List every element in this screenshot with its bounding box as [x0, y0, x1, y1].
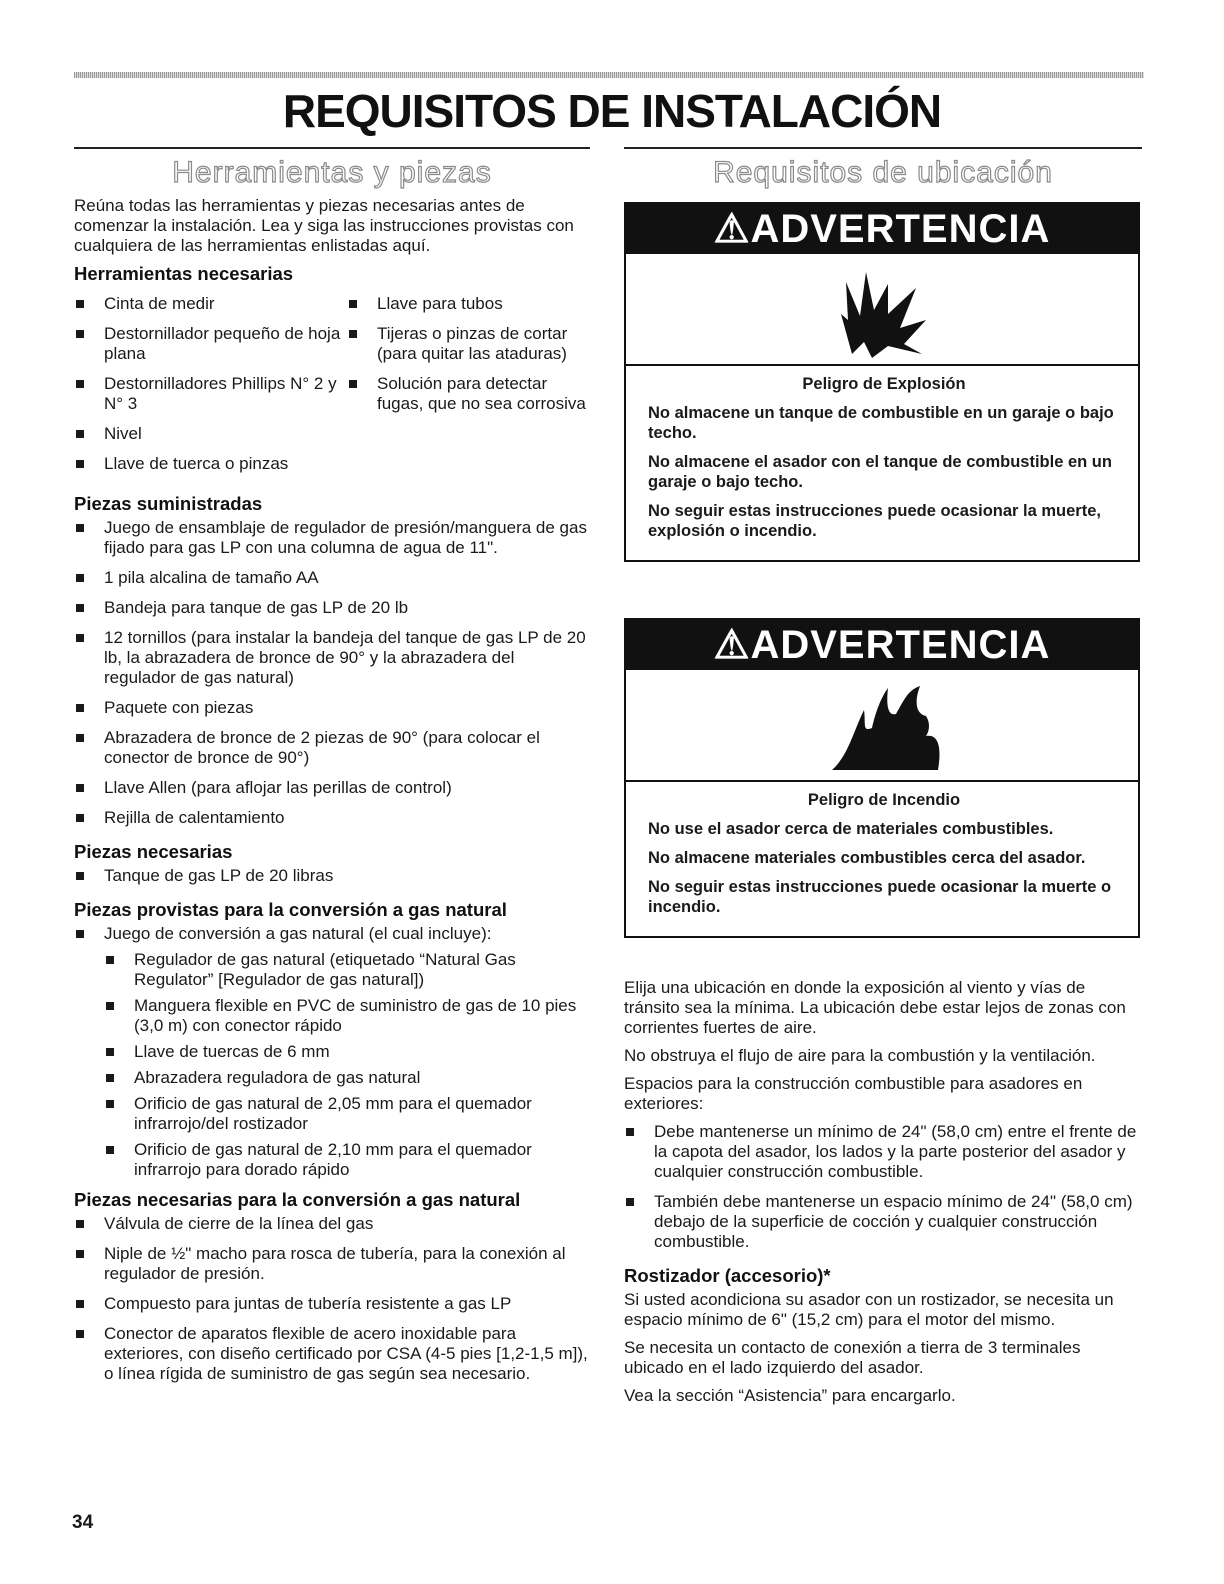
explosion-icon	[626, 254, 1138, 366]
list-item: 1 pila alcalina de tamaño AA	[74, 568, 590, 588]
warning-triangle-icon: ⚠	[713, 207, 751, 251]
warning-line: No almacene materiales combustibles cerca del asador.	[648, 849, 1086, 867]
tools-list-2	[347, 294, 597, 484]
tools-list-1	[74, 294, 347, 484]
list-item: Conector de aparatos flexible de acero inoxidable para exteriores, con diseño certificado por CSA (4-5 pies [1,2-1,5 m]), o línea rígida de suministro de gas según sea necesario.	[74, 1324, 590, 1384]
intro-text: Reúna todas las herramientas y piezas necesarias antes de comenzar la instalación. Lea y siga las instrucciones provistas con cualquiera de las herramientas enlistadas aquí.	[74, 196, 574, 255]
list-item: Rejilla de calentamiento	[74, 808, 590, 828]
list-item: Solución para detectar fugas, que no sea corrosiva	[347, 374, 597, 414]
list-item: Llave Allen (para aflojar las perillas de control)	[74, 778, 590, 798]
list-item: Niple de ½" macho para rosca de tubería, para la conexión al regulador de presión.	[74, 1244, 590, 1284]
fire-icon	[626, 670, 1138, 782]
warning-triangle-icon: ⚠	[713, 623, 751, 667]
list-item: Válvula de cierre de la línea del gas	[74, 1214, 590, 1234]
list-item: Llave de tuercas de 6 mm	[104, 1042, 590, 1062]
conversion-needed-heading: Piezas necesarias para la conversión a gas natural	[74, 1189, 521, 1210]
list-item: Manguera flexible en PVC de suministro de gas de 10 pies (3,0 m) con conector rápido	[104, 996, 590, 1036]
rotisserie-paragraph: Se necesita un contacto de conexión a tierra de 3 terminales ubicado en el lado izquierdo del asador.	[624, 1338, 1081, 1377]
supplied-list	[74, 518, 590, 828]
list-item: Regulador de gas natural (etiquetado “Natural Gas Regulator” [Regulador de gas natural])	[104, 950, 590, 990]
list-item: Nivel	[74, 424, 347, 444]
list-item: Compuesto para juntas de tubería resistente a gas LP	[74, 1294, 590, 1314]
page-number: 34	[72, 1512, 94, 1533]
list-item: Destornillador pequeño de hoja plana	[74, 324, 347, 364]
warning-header: ⚠ADVERTENCIA	[626, 204, 1138, 254]
conversion-provided-list	[74, 924, 590, 1180]
top-decorative-bar	[74, 72, 1144, 78]
tools-section-heading: Herramientas y piezas	[172, 156, 492, 189]
list-item: Destornilladores Phillips N° 2 y N° 3	[74, 374, 347, 414]
list-item: Debe mantenerse un mínimo de 24" (58,0 cm) entre el frente de la capota del asador, los lados y la parte posterior del asador y cualquier construcción combustible.	[624, 1122, 1140, 1182]
rotisserie-paragraph: Vea la sección “Asistencia” para encargarlo.	[624, 1386, 956, 1405]
list-item	[74, 924, 590, 1180]
conversion-kit-label: Juego de conversión a gas natural (el cual incluye):	[104, 924, 492, 943]
location-paragraph: Elija una ubicación en donde la exposición al viento y vías de tránsito sea la mínima. La ubicación debe estar lejos de zonas con corrientes fuertes de aire.	[624, 978, 1126, 1037]
conversion-needed-list	[74, 1214, 590, 1384]
location-paragraph: No obstruya el flujo de aire para la combustión y la ventilación.	[624, 1046, 1096, 1065]
list-item: Orificio de gas natural de 2,05 mm para el quemador infrarrojo/del rostizador	[104, 1094, 590, 1134]
conversion-kit-items	[104, 950, 590, 1180]
right-column-text	[624, 978, 1140, 1414]
rotisserie-heading: Rostizador (accesorio)*	[624, 1265, 831, 1286]
list-item: Llave para tubos	[347, 294, 597, 314]
left-rule	[74, 147, 590, 149]
page-title: REQUISITOS DE INSTALACIÓN	[282, 85, 942, 137]
list-item: Llave de tuerca o pinzas	[74, 454, 347, 474]
list-item: Juego de ensamblaje de regulador de presión/manguera de gas fijado para gas LP con una columna de agua de 11".	[74, 518, 590, 558]
left-column	[74, 196, 590, 1394]
location-paragraph: Espacios para la construcción combustible para asadores en exteriores:	[624, 1074, 1083, 1113]
list-item: Tijeras o pinzas de cortar (para quitar las ataduras)	[347, 324, 597, 364]
right-rule	[624, 147, 1142, 149]
tools-heading: Herramientas necesarias	[74, 263, 294, 284]
list-item: Cinta de medir	[74, 294, 347, 314]
supplied-heading: Piezas suministradas	[74, 493, 263, 514]
list-item: Tanque de gas LP de 20 libras	[74, 866, 590, 886]
needed-heading: Piezas necesarias	[74, 841, 233, 862]
location-section-heading: Requisitos de ubicación	[713, 156, 1053, 189]
warning-line: No use el asador cerca de materiales combustibles.	[648, 820, 1054, 838]
list-item: Orificio de gas natural de 2,10 mm para el quemador infrarrojo para dorado rápido	[104, 1140, 590, 1180]
list-item: Abrazadera de bronce de 2 piezas de 90° (para colocar el conector de bronce de 90°)	[74, 728, 590, 768]
explosion-warning-box	[624, 202, 1140, 562]
warning-line: No seguir estas instrucciones puede ocasionar la muerte o incendio.	[648, 878, 1112, 916]
hazard-title: Peligro de Incendio	[807, 791, 961, 809]
warning-line: No almacene un tanque de combustible en un garaje o bajo techo.	[648, 404, 1114, 442]
list-item: Bandeja para tanque de gas LP de 20 lb	[74, 598, 590, 618]
list-item: También debe mantenerse un espacio mínimo de 24" (58,0 cm) debajo de la superficie de cocción y cualquier construcción combustible.	[624, 1192, 1140, 1252]
warning-line: No seguir estas instrucciones puede ocasionar la muerte, explosión o incendio.	[648, 502, 1101, 540]
warning-header: ⚠ADVERTENCIA	[626, 620, 1138, 670]
clearance-list	[624, 1122, 1140, 1252]
list-item: Abrazadera reguladora de gas natural	[104, 1068, 590, 1088]
warning-line: No almacene el asador con el tanque de combustible en un garaje o bajo techo.	[648, 453, 1112, 491]
hazard-title: Peligro de Explosión	[802, 375, 966, 393]
list-item: Paquete con piezas	[74, 698, 590, 718]
conversion-provided-heading: Piezas provistas para la conversión a gas natural	[74, 899, 507, 920]
list-item: 12 tornillos (para instalar la bandeja del tanque de gas LP de 20 lb, la abrazadera de bronce de 90° y la abrazadera del regulador de gas natural)	[74, 628, 590, 688]
fire-warning-box	[624, 618, 1140, 938]
needed-list	[74, 866, 590, 886]
rotisserie-paragraph: Si usted acondiciona su asador con un rostizador, se necesita un espacio mínimo de 6" (15,2 cm) para el motor del mismo.	[624, 1290, 1114, 1329]
